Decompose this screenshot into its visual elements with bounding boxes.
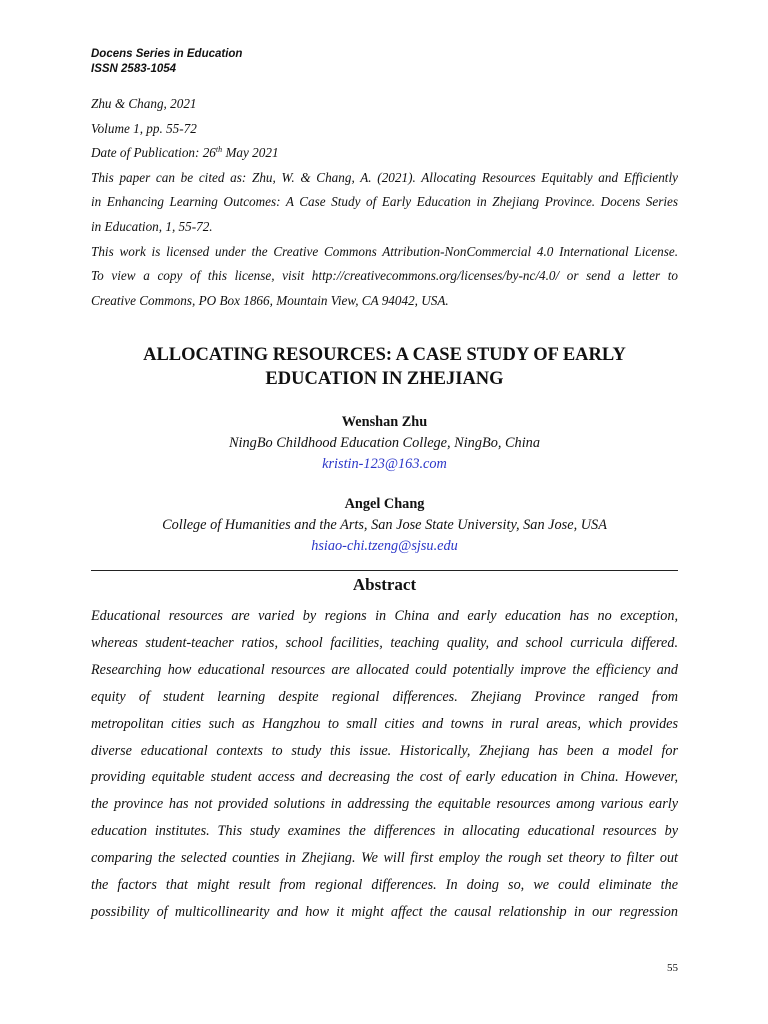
paper-page [91,0,678,1024]
license-line: Creative Commons, PO Box 1866, Mountain View, CA 94042, USA. [91,292,449,308]
date-ordinal: th [215,145,223,155]
author-name: Angel Chang [344,496,425,512]
paper-title [91,343,678,391]
section-divider [91,570,678,571]
citation-line: in Enhancing Learning Outcomes: A Case Study of Early Education in Zhejiang Province. Docens Series [91,194,678,210]
author-affiliation: NingBo Childhood Education College, NingBo, China [229,435,540,451]
title-line: EDUCATION IN ZHEJIANG [265,369,504,389]
abstract-line: education institutes. This study examines the differences in allocating educational resources by [91,823,678,840]
abstract-line: Educational resources are varied by regions in China and early education has no exception, [91,608,678,624]
abstract-line: the factors that might result from regional differences. In doing so, we could eliminate the [91,877,678,894]
citation-line: in Education, 1, 55-72. [91,218,213,234]
page-number: 55 [667,962,678,974]
citation-line: This paper can be cited as: Zhu, W. & Chang, A. (2021). Allocating Resources Equitably and Efficiently [91,169,678,185]
author-email-link[interactable]: hsiao-chi.tzeng@sjsu.edu [311,538,458,554]
abstract-line: metropolitan cities such as Hangzhou to small cities and towns in rural areas, which provides [91,715,678,732]
publication-metadata [91,92,678,313]
author-email-link[interactable]: kristin-123@163.com [322,456,447,472]
citation-short: Zhu & Chang, 2021 [91,96,197,111]
journal-header [91,47,242,77]
author-affiliation: College of Humanities and the Arts, San Jose State University, San Jose, USA [162,517,607,533]
author-name: Wenshan Zhu [341,414,428,430]
abstract-line: equity of student learning despite regional differences. Zhejiang Province ranged from [91,688,678,705]
abstract-line: the province has not provided solutions in addressing the equitable resources among various early [91,796,678,813]
date-suffix: May 2021 [222,145,279,161]
abstract-line: Researching how educational resources are allocated could potentially improve the efficiency and [91,661,678,678]
journal-series: Docens Series in Education [91,48,243,60]
title-line: ALLOCATING RESOURCES: A CASE STUDY OF EARLY [143,345,626,365]
author-block [91,412,678,475]
date-prefix: Date of Publication: 26 [91,145,216,161]
publication-date [91,141,678,166]
volume-pages: Volume 1, pp. 55-72 [91,120,197,136]
abstract-line: diverse educational contexts to study this issue. Historically, Zhejiang has been a model for [91,742,678,759]
abstract-line: whereas student-teacher ratios, school facilities, teaching quality, and school curricula differed. [91,634,678,651]
abstract-body [91,603,678,926]
abstract-line: possibility of multicollinearity and how it might affect the causal relationship in our regression [91,903,678,920]
journal-issn: ISSN 2583-1054 [91,63,177,75]
author-block [91,494,678,557]
abstract-line: providing equitable student access and decreasing the cost of early education in China. However, [91,769,678,786]
license-line: This work is licensed under the Creative Commons Attribution-NonCommercial 4.0 International License. [91,243,678,259]
abstract-heading: Abstract [352,575,417,594]
abstract-line: comparing the selected counties in Zhejiang. We will first employ the rough set theory to filter out [91,850,678,867]
license-line: To view a copy of this license, visit http://creativecommons.org/licenses/by-nc/4.0/ or send a letter to [91,268,678,284]
